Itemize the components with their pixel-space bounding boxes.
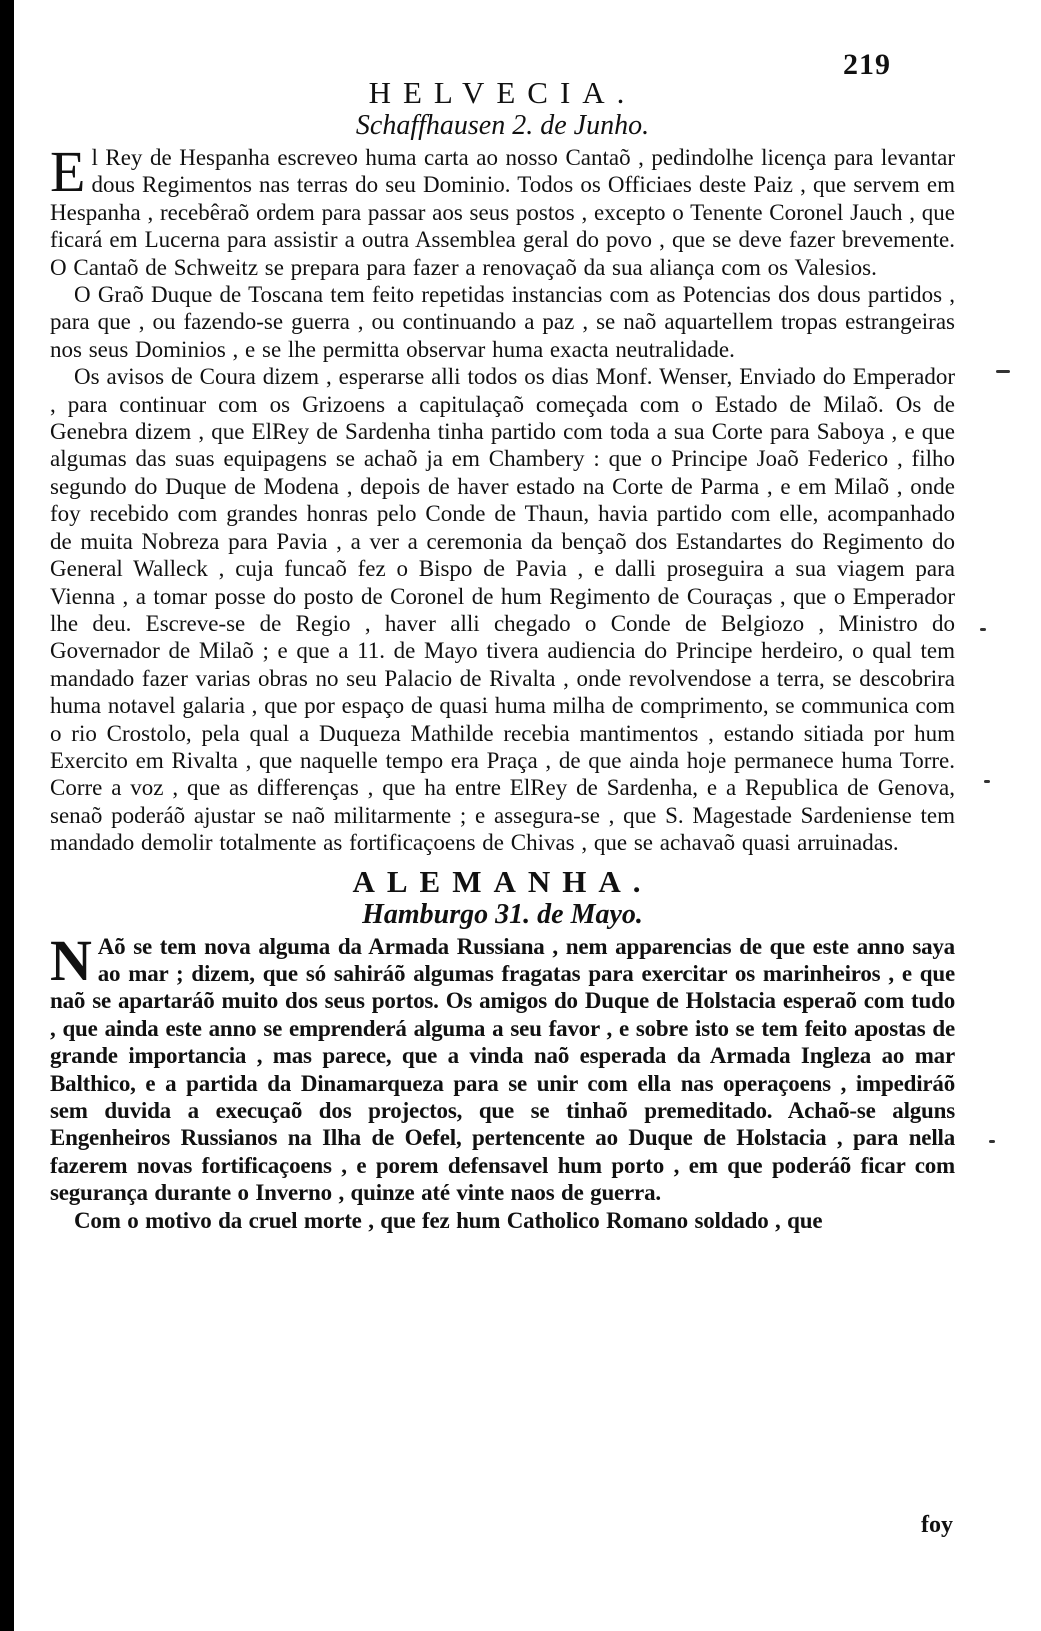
book-page	[14, 0, 1041, 1631]
page-number: 219	[843, 48, 891, 81]
paragraph	[50, 1207, 955, 1234]
section-alemanha	[50, 865, 955, 1234]
dateline: Hamburgo 31. de Mayo.	[362, 898, 643, 930]
paragraph	[50, 139, 955, 281]
scan-speck	[984, 780, 990, 783]
catchword: foy	[921, 1512, 953, 1538]
section-title: ALEMANHA.	[352, 863, 653, 899]
paragraph-text: Aõ se tem nova alguma da Armada Russiana , nem apparencias de que este anno saya ao mar ; dizem, que só sahiráõ algumas fragatas para exercitar os marinheiros , e que naõ se apartaráõ muito dos seus portos. Os amigos do Duque de Holstacia esperaõ com tudo , que ainda este anno se emprenderá alguma a seu favor , e sobre isto se tem feito apostas de grande importancia , mas parece, que a vinda naõ esperada da Armada Ingleza ao mar Balthico, e a partida da Dinamarqueza para se unir com ella nas operaçoens , impediráõ sem duvida a execuçaõ dos projectos, que se tinhaõ premeditado. Achaõ-se alguns Engenheiros Russianos na Ilha de Oefel, pertencente ao Duque de Holstacia , para nella fazerem novas fortificaçoens , e porem defensavel hum porto , em que poderáõ ficar com segurança durante o Inverno , quinze até vinte naos de guerra.	[50, 933, 955, 1206]
paragraph-text: O Graõ Duque de Toscana tem feito repetidas instancias com as Potencias dos dous partidos , para que , ou fazendo-se guerra , ou continuando a paz , se naõ aquartellem tropas estrangeiras nos seus Dominios , e se lhe permitta observar huma exacta neutralidade.	[50, 282, 955, 362]
dateline: Schaffhausen 2. de Junho.	[355, 110, 650, 141]
paragraph	[50, 927, 955, 1207]
section-title: HELVECIA.	[368, 75, 637, 110]
paragraph	[50, 281, 955, 363]
scan-speck	[989, 1140, 995, 1143]
paragraph-text: l Rey de Hespanha escreveo huma carta ao nosso Cantaõ , pedindolhe licença para levantar dous Regimentos nas terras do seu Dominio. Todos os Officiaes deste Paiz , que servem em Hespanha , recebêraõ ordem para passar aos seus postos , excepto o Tenente Coronel Jauch , que ficará em Lucerna para assistir a outra Assemblea geral do povo , que se deve fazer brevemente. O Cantaõ de Schweitz se prepara para fazer a renovaçaõ da sua aliança com os Valesios.	[50, 145, 955, 280]
paragraph-text: Com o motivo da cruel morte , que fez hum Catholico Romano soldado , que	[74, 1207, 823, 1233]
scan-speck	[996, 370, 1010, 373]
drop-cap: E	[50, 139, 86, 204]
scan-speck	[980, 628, 986, 631]
section-helvecia	[50, 76, 955, 857]
drop-cap: N	[50, 927, 92, 993]
paragraph	[50, 363, 955, 856]
paragraph-text: Os avisos de Coura dizem , esperarse alli todos os dias Monf. Wenser, Enviado do Emperador , para continuar com os Grizoens a capitulaçaõ começada com o Estado de Milaõ. Os de Genebra dizem , que ElRey de Sardenha tinha partido com toda a sua Corte para Saboya , e que algumas das suas equipagens se achaõ ja em Chambery : que o Principe Joaõ Federico , filho segundo do Duque de Modena , depois de haver estado na Corte de Parma , e em Milaõ , onde foy recebido com grandes honras pelo Conde de Thaun, havia partido com elle, acompanhado de muita Nobreza para Pavia , a ver a ceremonia da bençaõ dos Estandartes do Regimento do General Walleck , cuja funcaõ fez o Bispo de Pavia , e dalli proseguira a sua viagem para Vienna , a tomar posse do posto de Coronel de hum Regimento de Couraças , que o Emperador lhe deu. Escreve-se de Regio , haver alli chegado o Conde de Belgiozo , Ministro do Governador de Milaõ ; e que a 11. de Mayo tivera audiencia do Principe herdeiro, o qual tem mandado fazer varias obras no seu Palacio de Rivalta , onde revolvendose a terra, se descobrira huma notavel galaria , que por espaço de quasi huma milha de comprimento, se communica com o rio Crostolo, pela qual a Duqueza Mathilde recebia mantimentos , estando sitiada por hum Exercito em Rivalta , que naquelle tempo era Praça , de que ainda hoje permanece huma Torre. Corre a voz , que as differenças , que ha entre ElRey de Sardenha, e a Republica de Genova, senaõ poderáõ ajustar se naõ militarmente ; e assegura-se , que S. Magestade Sardeniense tem mandado demolir totalmente as fortificaçoens de Chivas , que se achavaõ quasi arruinadas.	[50, 364, 955, 856]
